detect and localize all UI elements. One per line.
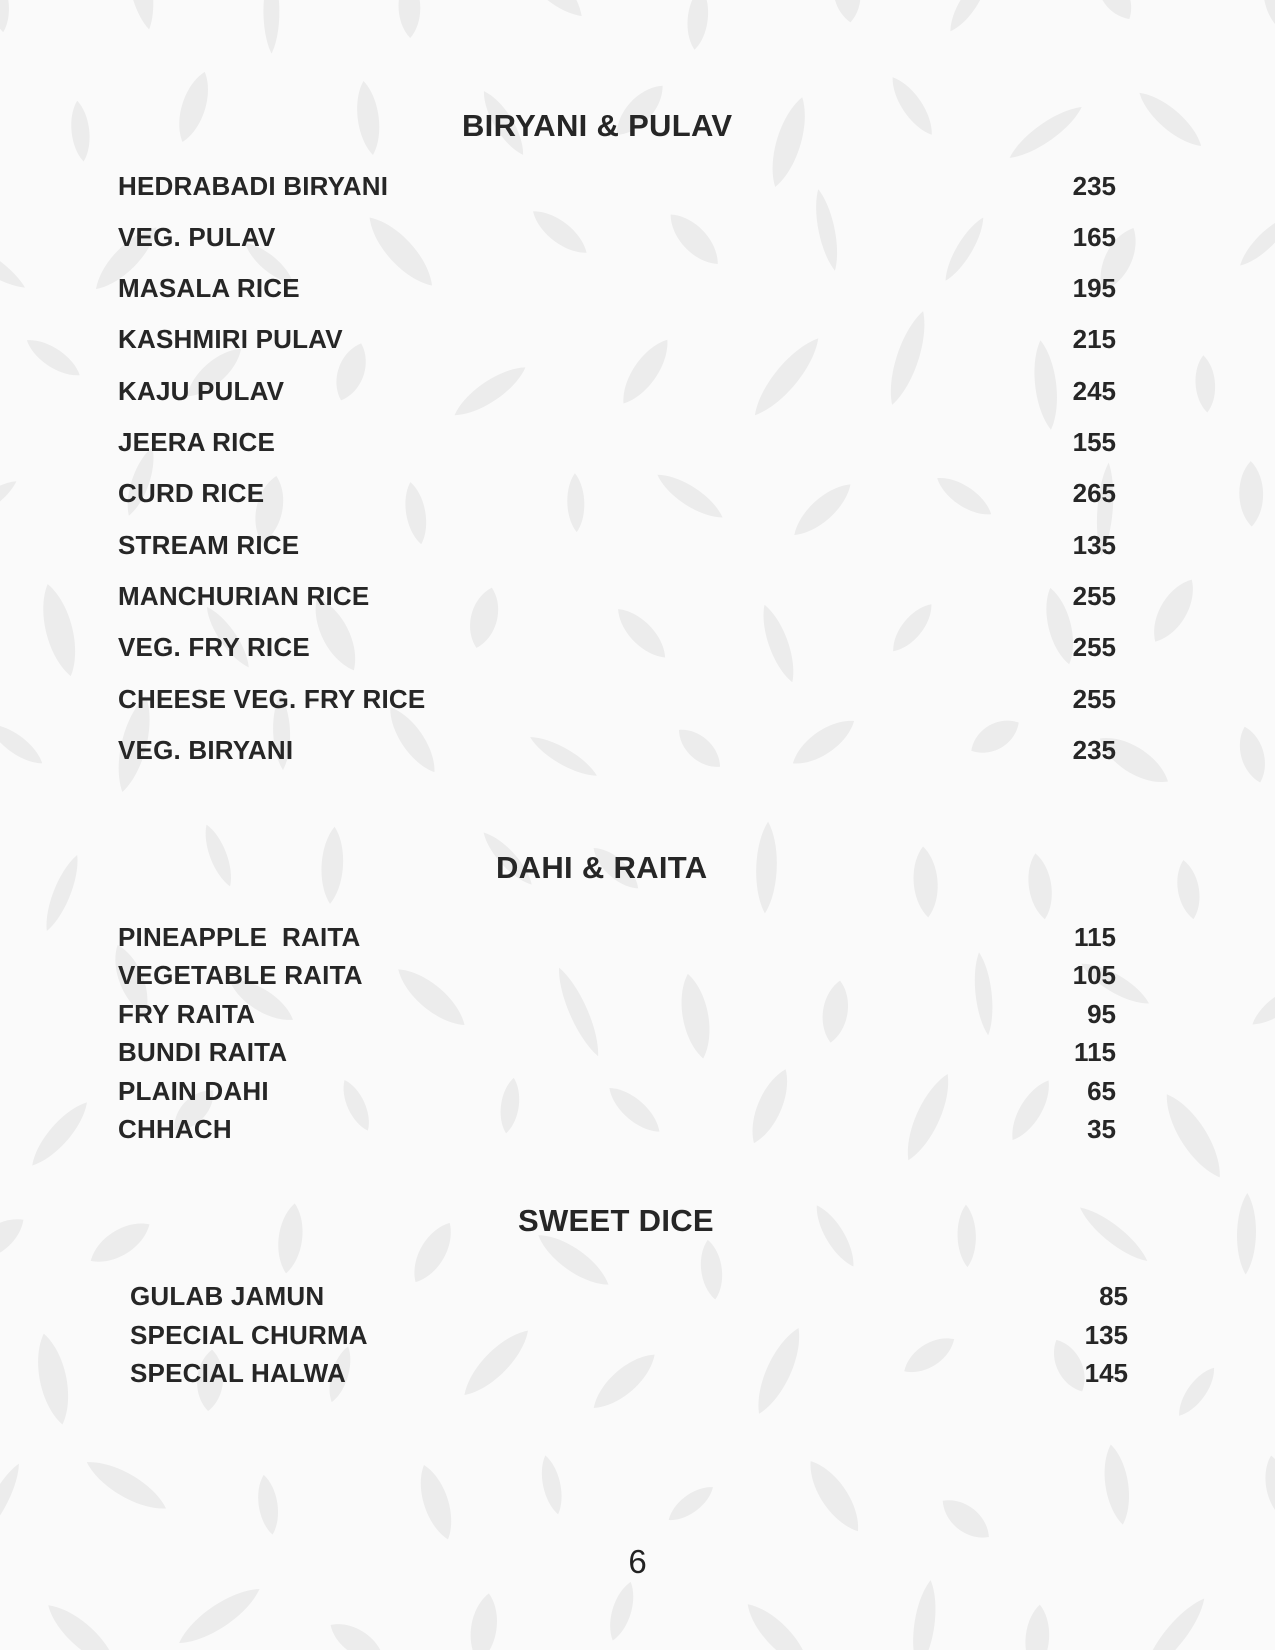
item-price: 35: [1087, 1114, 1116, 1144]
menu-item: [118, 376, 1116, 406]
section-title-dahi-raita: DAHI & RAITA: [496, 850, 708, 885]
item-price: 165: [1072, 222, 1116, 252]
item-name: VEG. FRY RICE: [118, 632, 310, 662]
item-price: 115: [1074, 1037, 1116, 1067]
menu-item: [118, 684, 1116, 714]
item-price: 115: [1074, 922, 1116, 952]
item-price: 265: [1072, 478, 1116, 508]
section-title-sweet-dice: SWEET DICE: [518, 1203, 714, 1238]
section-title-biryani-pulav: BIRYANI & PULAV: [462, 108, 733, 143]
page-number: 6: [628, 1543, 647, 1580]
item-name: VEGETABLE RAITA: [118, 960, 363, 990]
item-price: 145: [1084, 1358, 1128, 1388]
item-name: CHEESE VEG. FRY RICE: [118, 684, 426, 714]
item-name: STREAM RICE: [118, 530, 300, 560]
menu-item: [118, 922, 1116, 952]
menu-item: [118, 1076, 1116, 1106]
item-name: PINEAPPLE RAITA: [118, 922, 361, 952]
item-name: VEG. PULAV: [118, 222, 276, 252]
item-name: PLAIN DAHI: [118, 1076, 269, 1106]
item-name: GULAB JAMUN: [130, 1281, 325, 1311]
menu-item: [118, 478, 1116, 508]
item-price: 235: [1072, 171, 1116, 201]
item-name: KAJU PULAV: [118, 376, 285, 406]
item-price: 135: [1084, 1320, 1128, 1350]
item-name: KASHMIRI PULAV: [118, 324, 343, 354]
item-price: 215: [1072, 324, 1116, 354]
menu-item: [118, 427, 1116, 457]
item-name: SPECIAL HALWA: [130, 1358, 346, 1388]
item-price: 235: [1072, 735, 1116, 765]
item-price: 255: [1072, 684, 1116, 714]
menu-item: [130, 1320, 1128, 1350]
item-price: 255: [1072, 632, 1116, 662]
item-price: 245: [1072, 376, 1116, 406]
item-name: CURD RICE: [118, 478, 265, 508]
item-name: CHHACH: [118, 1114, 232, 1144]
item-name: VEG. BIRYANI: [118, 735, 294, 765]
item-price: 255: [1072, 581, 1116, 611]
menu-item: [130, 1358, 1128, 1388]
item-name: MASALA RICE: [118, 273, 300, 303]
item-name: MANCHURIAN RICE: [118, 581, 370, 611]
item-price: 105: [1072, 960, 1116, 990]
menu-item: [118, 735, 1116, 765]
menu-item: [118, 632, 1116, 662]
menu-item: [118, 222, 1116, 252]
menu-item: [118, 581, 1116, 611]
menu-item: [118, 273, 1116, 303]
menu-item: [118, 1114, 1116, 1144]
item-price: 85: [1099, 1281, 1128, 1311]
menu-item: [118, 960, 1116, 990]
item-name: JEERA RICE: [118, 427, 276, 457]
item-price: 195: [1072, 273, 1116, 303]
item-price: 65: [1087, 1076, 1116, 1106]
item-price: 95: [1087, 999, 1116, 1029]
item-name: HEDRABADI BIRYANI: [118, 171, 389, 201]
item-price: 135: [1072, 530, 1116, 560]
menu-item: [118, 171, 1116, 201]
menu-item: [118, 324, 1116, 354]
menu-item: [130, 1281, 1128, 1311]
item-name: BUNDI RAITA: [118, 1037, 288, 1067]
item-name: SPECIAL CHURMA: [130, 1320, 368, 1350]
menu-item: [118, 1037, 1116, 1067]
menu-item: [118, 530, 1116, 560]
menu-item: [118, 999, 1116, 1029]
item-price: 155: [1072, 427, 1116, 457]
item-name: FRY RAITA: [118, 999, 256, 1029]
